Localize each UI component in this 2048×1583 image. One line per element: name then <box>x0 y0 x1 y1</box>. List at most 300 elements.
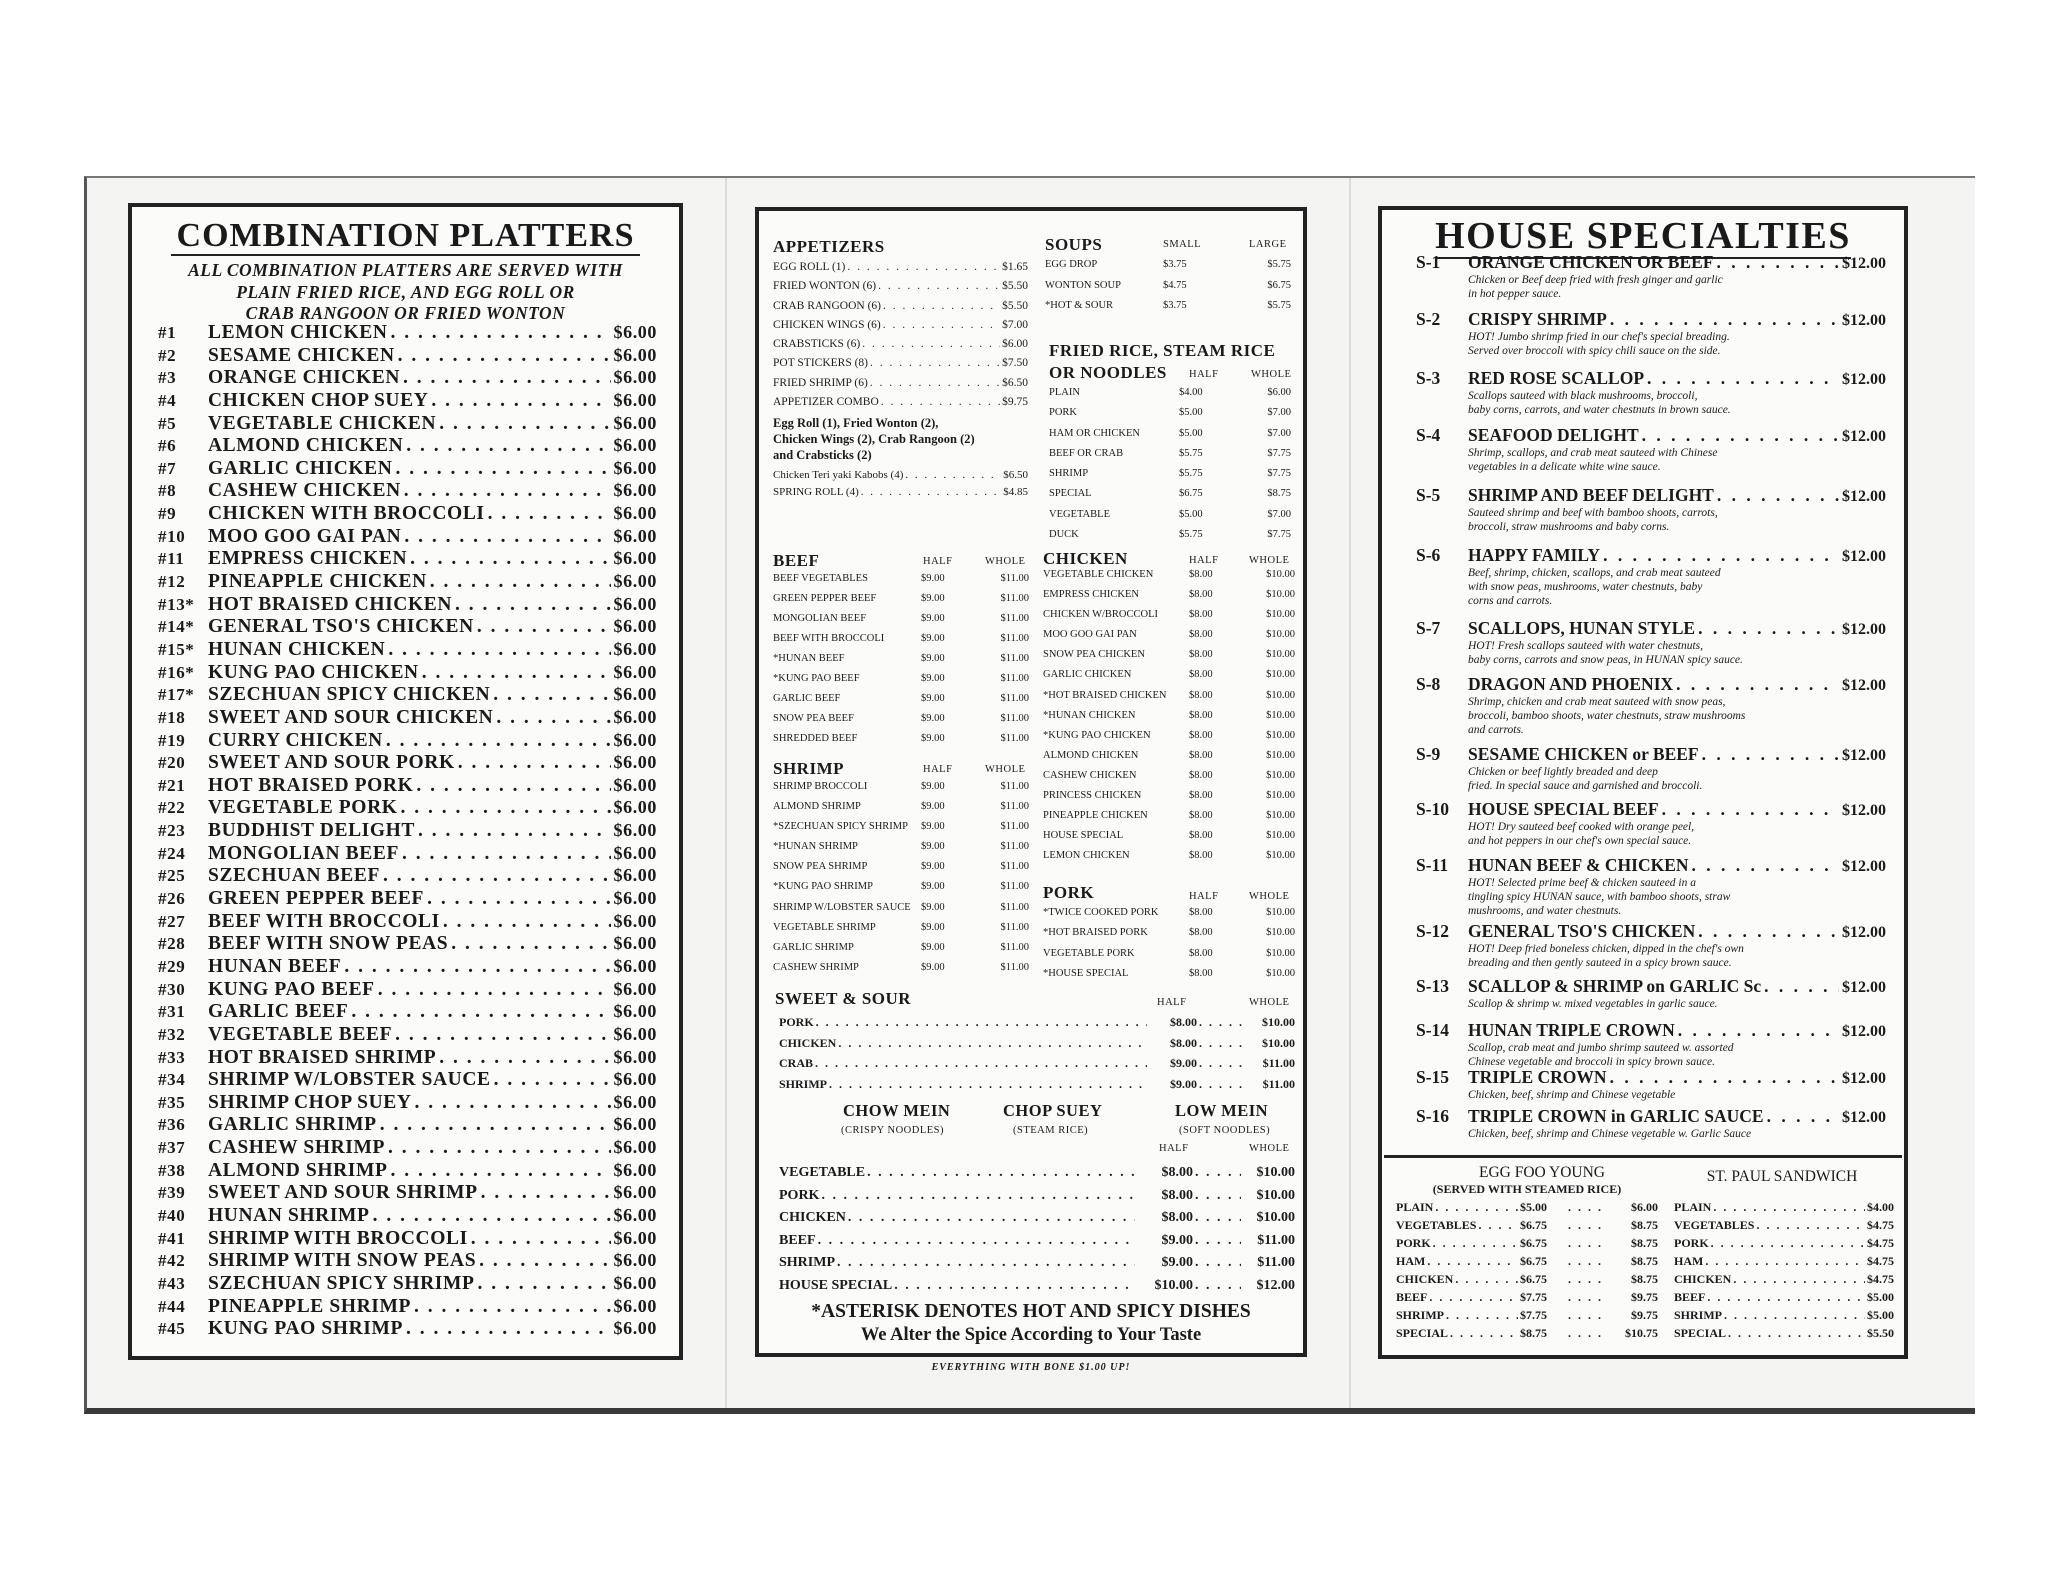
combo-price: $6.00 <box>613 1046 657 1067</box>
combo-price: $6.00 <box>613 774 657 795</box>
combo-price: $6.00 <box>613 480 657 501</box>
sweet-sour-list <box>779 1015 1295 1097</box>
dot-leader <box>1199 1036 1245 1051</box>
dot-leader <box>1450 1326 1518 1341</box>
dot-leader <box>821 1188 1135 1204</box>
item-whole-price: $11.00 <box>1000 921 1029 933</box>
menu-item <box>779 1210 1295 1233</box>
dot-leader <box>414 1296 611 1318</box>
item-half-price: $6.75 <box>1179 488 1203 500</box>
dot-leader <box>383 865 611 887</box>
item-name: BEEF VEGETABLES <box>773 573 868 584</box>
menu-item <box>1043 830 1295 850</box>
menu-item <box>1049 529 1295 549</box>
menu-item <box>1049 387 1295 407</box>
item-whole-price: $11.00 <box>1000 881 1029 893</box>
combo-price: $6.00 <box>613 1091 657 1112</box>
item-name: SPRING ROLL (4) <box>773 486 859 498</box>
dot-leader <box>1767 1106 1839 1127</box>
specialty-item <box>1416 921 1886 970</box>
dot-leader <box>1568 1200 1608 1215</box>
specialty-name: TRIPLE CROWN <box>1468 1067 1607 1087</box>
item-half-price: $9.00 <box>921 841 945 853</box>
description-line: tingling spicy HUNAN sauce, with bamboo shoots, straw <box>1468 891 1731 903</box>
combo-price: $6.00 <box>613 457 657 478</box>
item-name: SHREDDED BEEF <box>773 733 858 744</box>
dot-leader <box>1568 1218 1608 1233</box>
combo-item <box>158 435 657 458</box>
specialty-description <box>1468 389 1886 417</box>
item-name: CRAB <box>779 1056 814 1070</box>
specialty-item <box>1416 799 1886 848</box>
dot-leader <box>391 322 611 344</box>
specialty-price: $12.00 <box>1842 979 1886 996</box>
combo-name: GARLIC SHRIMP <box>208 1114 377 1136</box>
menu-item <box>773 280 1028 299</box>
specialty-name: SHRIMP AND BEEF DELIGHT <box>1468 485 1714 505</box>
specialty-description <box>1468 566 1886 608</box>
menu-item <box>1396 1200 1658 1218</box>
dot-leader <box>427 888 610 910</box>
item-whole-price: $11.00 <box>1262 1056 1295 1070</box>
combo-number: #4 <box>158 390 177 410</box>
item-name: CHICKEN W/BROCCOLI <box>1043 609 1159 621</box>
dot-leader <box>481 1182 611 1204</box>
combo-number: #25 <box>158 866 186 886</box>
combo-price: $6.00 <box>613 1001 657 1022</box>
menu-item <box>779 1188 1295 1211</box>
combo-name: GARLIC BEEF <box>208 1001 349 1023</box>
dot-leader <box>493 684 610 706</box>
item-name: Chicken Teri yaki Kabobs (4) <box>773 469 904 481</box>
fried-rice-list <box>1049 387 1295 549</box>
item-half-price: $9.00 <box>921 693 945 704</box>
sweet-sour-half-col: HALF <box>1157 997 1187 1008</box>
menu-item <box>1043 669 1295 689</box>
item-whole-price: $7.75 <box>1267 468 1291 480</box>
item-name: PORK <box>1396 1236 1431 1250</box>
combo-name: VEGETABLE PORK <box>208 797 398 819</box>
menu-item <box>779 1278 1295 1301</box>
specialty-header <box>1416 1067 1886 1088</box>
description-line: in hot pepper sauce. <box>1468 288 1562 300</box>
combo-price: $6.00 <box>613 1295 657 1316</box>
item-half-price: $6.75 <box>1520 1218 1547 1232</box>
item-name: CRABSTICKS (6) <box>773 338 861 351</box>
description-line: vegetables in a delicate white wine sauce. <box>1468 461 1661 473</box>
combo-price: $6.00 <box>613 1204 657 1225</box>
combo-name: BEEF WITH BROCCOLI <box>208 910 440 932</box>
combo-number: #23 <box>158 821 186 841</box>
item-name: EGG ROLL (1) <box>773 261 846 273</box>
chicken-whole-col: WHOLE <box>1249 555 1290 566</box>
item-half-price: $8.75 <box>1520 1326 1547 1340</box>
menu-item <box>779 1015 1295 1036</box>
specialty-name: HUNAN TRIPLE CROWN <box>1468 1020 1675 1040</box>
dot-leader <box>883 319 1000 331</box>
menu-item <box>773 942 1031 962</box>
dot-leader <box>1568 1308 1608 1323</box>
combo-name: ORANGE CHICKEN <box>208 367 401 389</box>
beef-heading: BEEF <box>773 551 820 570</box>
item-name: PINEAPPLE CHICKEN <box>1043 810 1148 822</box>
dot-leader <box>388 639 610 661</box>
section-divider <box>1384 1155 1902 1158</box>
specialty-description <box>1468 820 1886 848</box>
item-half-price: $5.00 <box>1520 1200 1547 1214</box>
item-name: VEGETABLE <box>779 1165 866 1180</box>
combo-item <box>158 865 657 888</box>
dot-leader <box>1610 1067 1839 1088</box>
item-name: *HUNAN BEEF <box>773 653 845 664</box>
item-half-price: $8.00 <box>1189 830 1213 842</box>
item-half-price: $9.00 <box>921 901 945 913</box>
low-mein-heading: LOW MEIN <box>1175 1101 1269 1120</box>
menu-item <box>773 881 1031 901</box>
specialty-header <box>1416 976 1886 997</box>
menu-item <box>773 338 1028 357</box>
combo-name: SWEET AND SOUR PORK <box>208 752 455 774</box>
description-line: broccoli, bamboo shoots, water chestnuts, straw mushrooms <box>1468 710 1746 722</box>
combo-item <box>158 548 657 571</box>
dot-leader <box>1478 1218 1518 1233</box>
spicy-note: *ASTERISK DENOTES HOT AND SPICY DISHES <box>811 1301 1251 1322</box>
dot-leader <box>422 662 611 684</box>
egg-foo-young-heading: EGG FOO YOUNG <box>1478 1164 1605 1181</box>
dot-leader <box>488 503 611 525</box>
item-name: *HUNAN CHICKEN <box>1043 709 1136 721</box>
description-line: corns and carrots. <box>1468 595 1553 607</box>
combo-number: #33 <box>158 1047 186 1067</box>
dot-leader <box>471 1228 611 1250</box>
combo-number: #5 <box>158 413 177 433</box>
combo-number: #3 <box>158 368 177 388</box>
dot-leader <box>848 1210 1135 1226</box>
description-line: Chinese vegetable and broccoli in spicy brown sauce. <box>1468 1056 1715 1068</box>
menu-item <box>1043 968 1295 988</box>
menu-item <box>1049 448 1295 468</box>
item-name: SHRIMP <box>1674 1308 1722 1322</box>
fried-rice-heading-2: OR NOODLES <box>1049 363 1167 382</box>
item-half-price: $8.00 <box>1161 1165 1193 1180</box>
combo-name: HOT BRAISED PORK <box>208 774 414 796</box>
dot-leader <box>883 300 1000 312</box>
combo-name: BUDDHIST DELIGHT <box>208 820 416 842</box>
menu-item <box>1045 280 1293 301</box>
specialty-code: S-16 <box>1416 1106 1450 1126</box>
fried-rice-half-col: HALF <box>1189 369 1219 380</box>
specialty-code: S-15 <box>1416 1067 1450 1087</box>
combo-number: #10 <box>158 526 186 546</box>
specialty-price: $12.00 <box>1842 548 1886 565</box>
sweet-sour-whole-col: WHOLE <box>1249 997 1290 1008</box>
item-name: HAM OR CHICKEN <box>1049 427 1141 439</box>
specialty-item <box>1416 1106 1886 1141</box>
item-whole-price: $11.00 <box>1000 821 1029 833</box>
menu-item <box>1043 629 1295 649</box>
st-paul-heading: ST. PAUL SANDWICH <box>1706 1168 1858 1185</box>
dot-leader <box>894 1278 1135 1294</box>
combo-price: $6.00 <box>613 1114 657 1135</box>
item-half-price: $9.00 <box>921 861 945 873</box>
dot-leader <box>862 338 1000 350</box>
combo-price: $6.00 <box>613 593 657 614</box>
description-line: Chicken or beef lightly breaded and deep <box>1468 766 1658 778</box>
combo-number: #43 <box>158 1273 186 1293</box>
menu-item <box>1674 1200 1894 1218</box>
dot-leader <box>1707 1290 1865 1305</box>
combo-number: #29 <box>158 956 186 976</box>
item-whole-price: $7.75 <box>1267 529 1291 541</box>
menu-item <box>1396 1236 1658 1254</box>
item-whole-price: $10.00 <box>1266 769 1295 781</box>
combo-item <box>158 413 657 436</box>
item-name: PLAIN <box>1049 387 1080 398</box>
menu-item <box>773 593 1031 613</box>
item-whole-price: $10.00 <box>1266 589 1295 601</box>
item-half-price: $9.00 <box>921 653 945 664</box>
combo-number: #15* <box>158 639 195 659</box>
description-line: and carrots. <box>1468 724 1524 736</box>
dot-leader <box>1568 1326 1608 1341</box>
dot-leader <box>1455 1272 1518 1287</box>
item-half-price: $10.00 <box>1154 1277 1193 1293</box>
item-whole-price: $11.00 <box>1000 961 1029 973</box>
specialty-header <box>1416 618 1886 639</box>
menu-item <box>1043 927 1295 947</box>
combo-name: EMPRESS CHICKEN <box>208 548 408 570</box>
specialty-description <box>1468 273 1886 301</box>
dot-leader <box>1724 1308 1865 1323</box>
menu-center-panel <box>755 207 1307 1357</box>
beef-list <box>773 573 1031 753</box>
description-line: Shrimp, scallops, and crab meat sauteed with Chinese <box>1468 447 1718 459</box>
description-line: HOT! Deep fried boneless chicken, dipped in the chef's own <box>1468 943 1744 955</box>
combo-price: $6.00 <box>613 865 657 886</box>
item-half-price: $9.00 <box>921 781 945 792</box>
menu-item <box>773 861 1031 881</box>
dot-leader <box>406 1318 611 1340</box>
dot-leader <box>398 345 611 367</box>
menu-item <box>773 396 1028 415</box>
item-half-price: $9.00 <box>1161 1255 1193 1271</box>
chow-mein-heading: CHOW MEIN <box>843 1101 951 1120</box>
item-whole-price: $11.00 <box>1000 801 1029 813</box>
menu-item <box>1049 509 1295 529</box>
item-half-price: $6.75 <box>1520 1236 1547 1250</box>
combo-item <box>158 797 657 820</box>
combo-item <box>158 1092 657 1115</box>
specialty-code: S-13 <box>1416 976 1450 996</box>
combo-name: SHRIMP WITH SNOW PEAS <box>208 1250 477 1272</box>
menu-item <box>773 613 1031 633</box>
combo-number: #40 <box>158 1205 186 1225</box>
menu-item <box>773 821 1031 841</box>
combo-price: $6.00 <box>613 706 657 727</box>
combo-item <box>158 594 657 617</box>
menu-item <box>773 841 1031 861</box>
item-whole-price: $5.75 <box>1267 259 1291 270</box>
item-price: $5.50 <box>1002 299 1028 312</box>
appetizers-extra-list <box>773 469 1028 503</box>
menu-item <box>1043 750 1295 770</box>
specialty-code: S-12 <box>1416 921 1450 941</box>
item-half-price: $8.00 <box>1170 1015 1197 1029</box>
specialty-item <box>1416 855 1886 918</box>
dot-leader <box>815 1056 1147 1071</box>
item-name: BEEF <box>1396 1290 1428 1304</box>
menu-item <box>1674 1290 1894 1308</box>
combo-name: SHRIMP WITH BROCCOLI <box>208 1227 468 1249</box>
menu-item <box>1674 1326 1894 1344</box>
dot-leader <box>478 1273 611 1295</box>
combo-name: SWEET AND SOUR CHICKEN <box>208 706 494 728</box>
combo-number: #28 <box>158 934 186 954</box>
item-price: $4.75 <box>1867 1254 1894 1268</box>
item-whole-price: $7.00 <box>1267 407 1291 419</box>
combo-item <box>158 526 657 549</box>
dot-leader <box>1676 674 1839 695</box>
item-price: $4.75 <box>1867 1272 1894 1286</box>
menu-item <box>773 300 1028 319</box>
item-half-price: $9.00 <box>921 713 945 724</box>
combo-number: #2 <box>158 345 177 365</box>
dot-leader <box>401 797 611 819</box>
specialty-name: HUNAN BEEF & CHICKEN <box>1468 855 1689 875</box>
item-whole-price: $10.00 <box>1256 1210 1295 1226</box>
specialty-header <box>1416 1106 1886 1127</box>
combo-name: KUNG PAO BEEF <box>208 978 375 1000</box>
dot-leader <box>837 1255 1135 1271</box>
menu-item <box>1043 649 1295 669</box>
appetizer-combo-note: Egg Roll (1), Fried Wonton (2), Chicken Wings (2), Crab Rangoon (2) and Crabsticks (2) <box>773 416 975 462</box>
combo-name: SHRIMP W/LOBSTER SAUCE <box>208 1069 491 1091</box>
dot-leader <box>829 1077 1147 1092</box>
item-name: *KUNG PAO SHRIMP <box>773 881 873 893</box>
combo-name: HUNAN SHRIMP <box>208 1204 370 1226</box>
item-name: VEGETABLE SHRIMP <box>773 921 876 933</box>
dot-leader <box>430 571 611 593</box>
combo-item <box>158 820 657 843</box>
item-name: MOO GOO GAI PAN <box>1043 629 1137 641</box>
menu-item <box>1043 710 1295 730</box>
specialty-header <box>1416 674 1886 695</box>
menu-item <box>1045 300 1293 321</box>
combo-number: #11 <box>158 549 185 569</box>
combo-item <box>158 730 657 753</box>
item-price: $1.65 <box>1002 261 1028 273</box>
item-name: VEGETABLES <box>1396 1218 1477 1232</box>
combo-name: SZECHUAN SPICY CHICKEN <box>208 684 491 706</box>
dot-leader <box>1427 1254 1518 1269</box>
item-name: SNOW PEA SHRIMP <box>773 861 868 873</box>
combo-name: HOT BRAISED SHRIMP <box>208 1046 437 1068</box>
description-line: fried. In special sauce and garnished and broccoli. <box>1468 780 1703 792</box>
combo-number: #41 <box>158 1228 186 1248</box>
menu-item <box>773 319 1028 338</box>
combo-price: $6.00 <box>613 933 657 954</box>
combo-price: $6.00 <box>613 820 657 841</box>
menu-item <box>779 1077 1295 1098</box>
menu-item <box>1396 1218 1658 1236</box>
item-whole-price: $10.00 <box>1266 689 1295 701</box>
beef-half-col: HALF <box>923 556 953 567</box>
dot-leader <box>386 730 611 752</box>
combo-item <box>158 1228 657 1251</box>
menu-item <box>1049 488 1295 508</box>
item-name: *HUNAN SHRIMP <box>773 841 858 853</box>
combo-number: #30 <box>158 979 186 999</box>
combo-item <box>158 1047 657 1070</box>
menu-item <box>773 673 1031 693</box>
menu-item <box>1045 259 1293 280</box>
item-whole-price: $8.75 <box>1631 1272 1658 1286</box>
dot-leader <box>415 1092 611 1114</box>
specialty-header <box>1416 368 1886 389</box>
combo-item <box>158 458 657 481</box>
item-name: SHRIMP W/LOBSTER SAUCE <box>773 901 911 913</box>
item-half-price: $9.00 <box>921 941 945 953</box>
combo-name: HOT BRAISED CHICKEN <box>208 593 453 615</box>
menu-item <box>1674 1308 1894 1326</box>
combo-number: #17* <box>158 685 195 705</box>
combo-item <box>158 571 657 594</box>
item-half-price: $5.75 <box>1179 447 1203 459</box>
item-whole-price: $9.75 <box>1631 1290 1658 1304</box>
description-line: Scallops sauteed with black mushrooms, broccoli, <box>1468 390 1698 402</box>
combo-item <box>158 367 657 390</box>
item-whole-price: $11.00 <box>1000 713 1029 724</box>
item-half-price: $8.00 <box>1189 769 1213 781</box>
combo-item <box>158 1318 657 1341</box>
item-half-price: $6.75 <box>1520 1272 1547 1286</box>
combo-name: CHICKEN WITH BROCCOLI <box>208 503 485 525</box>
combo-item <box>158 1205 657 1228</box>
item-whole-price: $11.00 <box>1000 673 1029 684</box>
item-name: VEGETABLES <box>1674 1218 1755 1232</box>
chicken-half-col: HALF <box>1189 555 1219 566</box>
item-half-price: $8.00 <box>1189 609 1213 621</box>
item-name: VEGETABLE PORK <box>1043 947 1135 959</box>
combo-number: #35 <box>158 1092 186 1112</box>
combo-price: $6.00 <box>613 412 657 433</box>
combo-price: $6.00 <box>613 955 657 976</box>
combo-price: $6.00 <box>613 638 657 659</box>
specialty-name: SCALLOPS, HUNAN STYLE <box>1468 618 1696 638</box>
item-half-price: $8.00 <box>1161 1210 1193 1226</box>
item-whole-price: $8.75 <box>1631 1236 1658 1250</box>
dot-leader <box>1568 1290 1608 1305</box>
dot-leader <box>458 752 611 774</box>
combo-name: CASHEW CHICKEN <box>208 480 401 502</box>
menu-item <box>1396 1290 1658 1308</box>
specialty-price: $12.00 <box>1842 677 1886 694</box>
combo-item <box>158 1296 657 1319</box>
fold-line <box>725 178 727 1408</box>
menu-item <box>773 633 1031 653</box>
dot-leader <box>351 1001 610 1023</box>
menu-item <box>773 357 1028 376</box>
item-half-price: $9.00 <box>921 801 945 813</box>
item-whole-price: $11.00 <box>1000 653 1029 664</box>
item-name: GARLIC BEEF <box>773 693 841 704</box>
dot-leader <box>1610 309 1839 330</box>
specialty-name: DRAGON AND PHOENIX <box>1468 674 1674 694</box>
item-whole-price: $8.75 <box>1631 1218 1658 1232</box>
item-name: SNOW PEA BEEF <box>773 713 854 724</box>
item-name: CASHEW CHICKEN <box>1043 769 1137 781</box>
specialty-name: TRIPLE CROWN in GARLIC SAUCE <box>1468 1106 1764 1126</box>
